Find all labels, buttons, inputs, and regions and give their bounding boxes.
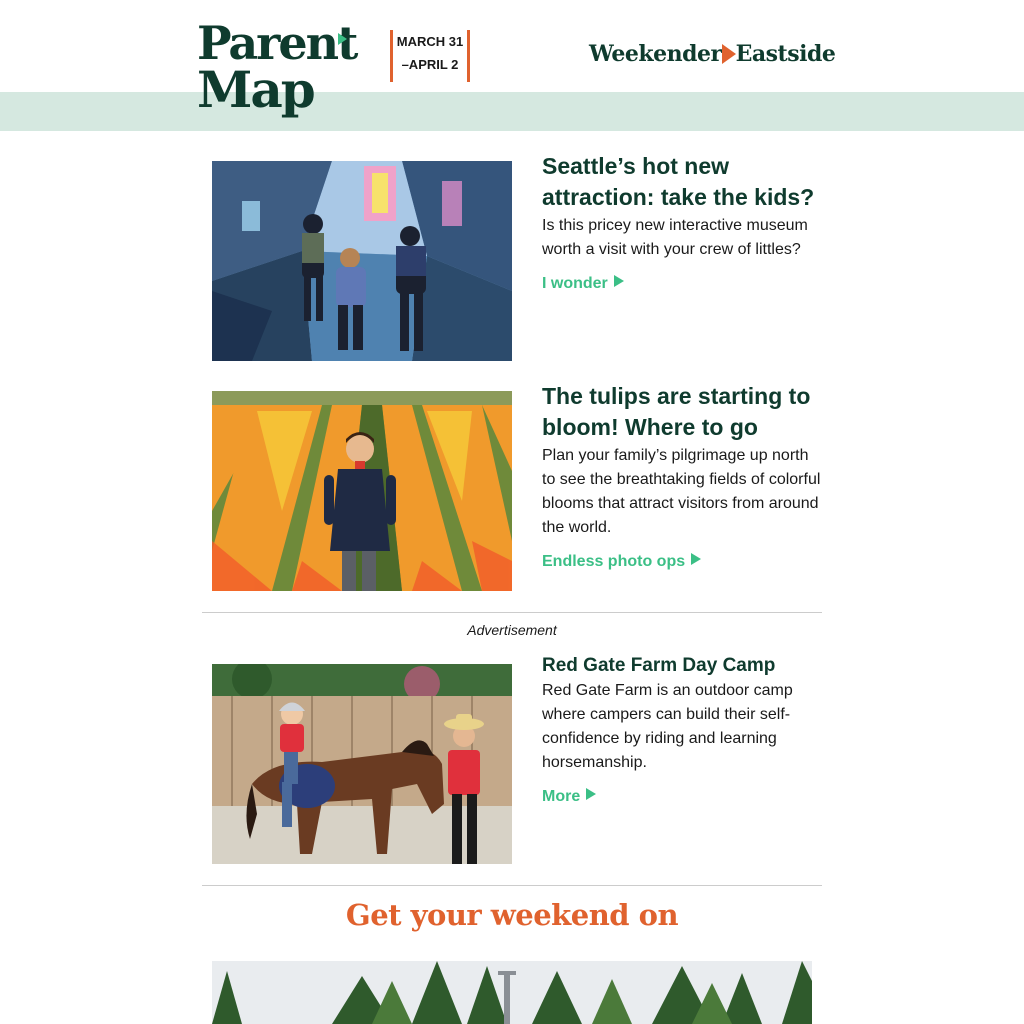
story-description: Is this pricey new interactive museum worth a visit with your crew of littles?	[542, 217, 808, 258]
play-arrow-icon	[722, 44, 736, 64]
mirror-museum-photo	[212, 161, 512, 361]
logo-word-map: Map	[197, 60, 314, 119]
tulip-field-photo	[212, 391, 512, 591]
advertisement-label: Advertisement	[467, 622, 557, 638]
issue-date-start: MARCH 31	[396, 34, 464, 49]
story-text	[542, 381, 824, 574]
story-title[interactable]: Seattle’s hot new attraction: take the kids?	[542, 153, 815, 210]
section-divider	[202, 885, 822, 886]
ad-description: Red Gate Farm is an outdoor camp where campers can build their self-confidence by riding and learning horsemanship.	[542, 682, 793, 771]
ad-text	[542, 654, 824, 809]
ad-red-gate-farm	[212, 654, 824, 864]
play-arrow-icon	[586, 788, 596, 800]
edition-name: Weekender	[589, 41, 722, 67]
play-arrow-icon	[691, 553, 701, 565]
story-cta-link[interactable]	[542, 272, 624, 296]
parentmap-logo[interactable]	[197, 14, 357, 124]
ad-cta-link[interactable]	[542, 785, 596, 809]
story-cta-label: I wonder	[542, 275, 608, 292]
story-description: Plan your family’s pilgrimage up north to see the breathtaking fields of colorful blooms that attract visitors from around the world.	[542, 447, 821, 536]
weekend-feature-image[interactable]	[212, 961, 812, 1024]
story-title[interactable]: The tulips are starting to bloom! Where to go	[542, 383, 811, 440]
story-image-tulip-field[interactable]	[212, 391, 512, 591]
ad-image-horse-camp[interactable]	[212, 664, 512, 864]
story-text	[542, 151, 824, 296]
weekend-section-title: Get your weekend on	[345, 898, 679, 932]
logo-triangle-icon	[338, 33, 347, 45]
issue-date-end: –APRIL 2	[401, 57, 459, 72]
issue-date	[390, 30, 470, 82]
edition-label	[589, 38, 836, 70]
logo-word-parent: Parent	[197, 16, 357, 70]
story-cta-label: Endless photo ops	[542, 553, 686, 570]
edition-region: Eastside	[735, 41, 836, 67]
section-divider	[202, 612, 822, 613]
story-cta-link[interactable]	[542, 550, 701, 574]
header-band	[0, 92, 1024, 131]
play-arrow-icon	[614, 275, 624, 287]
email-header	[0, 0, 1024, 131]
ad-title[interactable]: Red Gate Farm Day Camp	[542, 655, 776, 676]
story-museum	[212, 151, 824, 361]
story-tulips	[212, 381, 824, 591]
horse-camp-photo	[212, 664, 512, 864]
ad-cta-label: More	[542, 788, 581, 805]
story-image-mirror-museum[interactable]	[212, 161, 512, 361]
park-trees-photo	[212, 961, 812, 1024]
